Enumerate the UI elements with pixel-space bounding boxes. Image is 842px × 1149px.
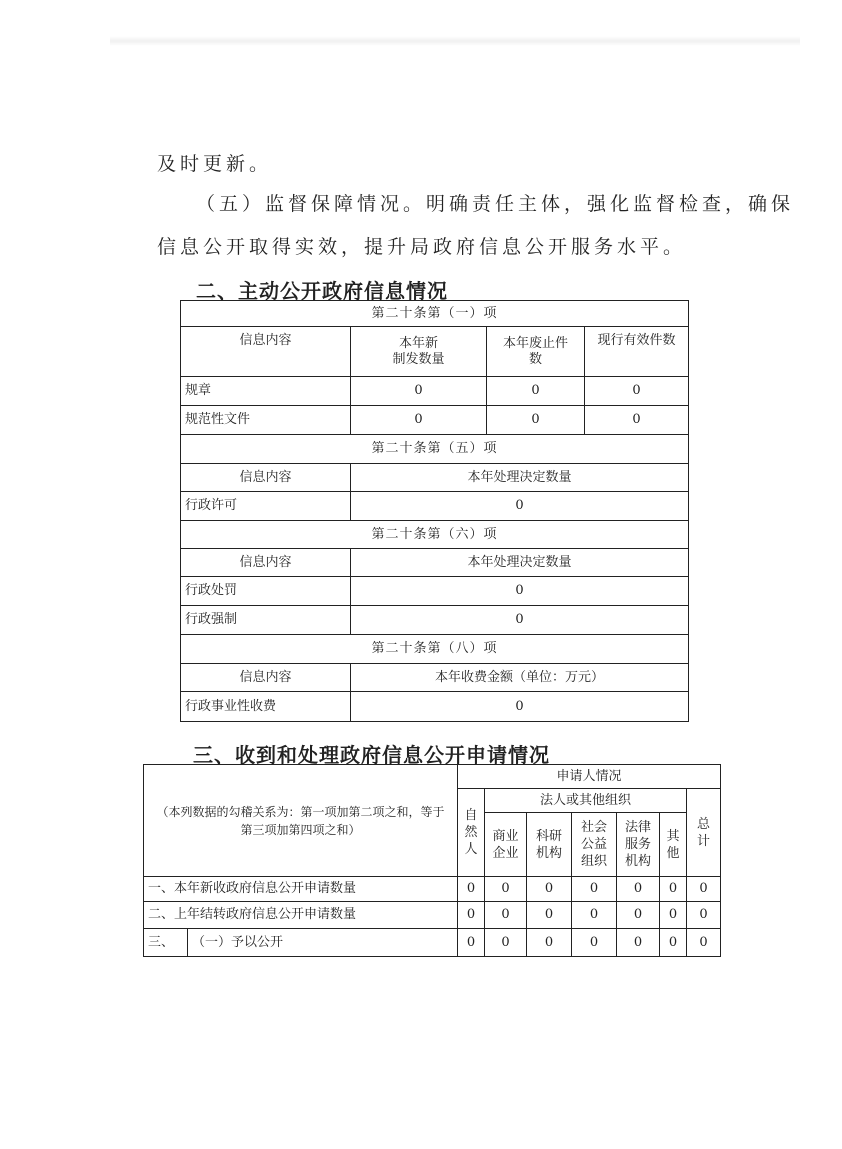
cell-value: 0 [572,877,617,902]
cell-value: 0 [617,877,660,902]
block8-header-label: 信息内容 [181,664,351,692]
block1-header-repealed [487,327,585,377]
col-law-line: 服务 [625,837,652,852]
cell-value: 0 [351,377,487,406]
cell-value: 0 [527,902,572,929]
block1-title: 第二十条第（一）项 [181,301,689,327]
col-social-line: 组织 [581,854,608,869]
col-social-line: 社会 [581,820,608,835]
row-label: 行政事业性收费 [181,692,351,722]
col-law-line: 机构 [625,854,652,869]
block1-header-repealed-line2: 数 [528,351,542,367]
col-social-line: 公益 [581,837,608,852]
col-business [485,813,527,877]
block1-header-new-line2: 制发数量 [392,351,445,367]
cell-value: 0 [458,902,485,929]
table-row [181,492,689,521]
block5-header-value: 本年处理决定数量 [351,464,689,492]
paragraph-line-3: 信息公开取得实效，提升局政府信息公开服务水平。 [157,236,687,258]
cell-value: 0 [687,877,721,902]
col-total-char: 总 [697,816,711,832]
row-label: 规章 [181,377,351,406]
row-label: 一、本年新收政府信息公开申请数量 [144,877,458,902]
block1-header-repealed-line1: 本年废止件 [502,335,568,351]
cell-value: 0 [351,606,689,635]
table-row [181,577,689,606]
cell-value: 0 [458,929,485,957]
cell-value: 0 [660,902,687,929]
block6-title: 第二十条第（六）项 [181,521,689,549]
col-law-line: 法律 [625,820,652,835]
block1-header-new-line1: 本年新 [398,335,438,351]
cell-value: 0 [351,692,689,722]
block5-title: 第二十条第（五）项 [181,435,689,464]
table-row [181,406,689,435]
col-business-line: 企业 [492,845,519,861]
col-total [687,789,721,877]
cell-value: 0 [687,902,721,929]
col-business-line: 商业 [492,828,519,844]
proactive-disclosure-table [180,300,689,722]
cell-value: 0 [527,877,572,902]
block5-header-label: 信息内容 [181,464,351,492]
col-natural-person [458,789,485,877]
col-natural-person-char: 自 [464,808,478,823]
cell-value: 0 [485,929,527,957]
paragraph-line-2: （五）监督保障情况。明确责任主体，强化监督检查，确保 [196,193,795,215]
block1-header-content: 信息内容 [181,327,351,377]
application-table [143,764,721,957]
block8-title: 第二十条第（八）项 [181,635,689,664]
block1-header-new [351,327,487,377]
cell-value: 0 [617,929,660,957]
paragraph-line-1: 及时更新。 [157,153,273,175]
row-label: 行政许可 [181,492,351,521]
cell-value: 0 [687,929,721,957]
block6-header-value: 本年处理决定数量 [351,549,689,577]
col-law [617,813,660,877]
row-label-number: 三、 [144,929,188,957]
section-2-heading: 二、主动公开政府信息情况 [196,279,448,303]
block1-header-valid: 现行有效件数 [585,327,689,377]
cell-value: 0 [660,929,687,957]
col-natural-person-char: 人 [464,842,478,857]
table-row [144,929,721,957]
col-other-char: 其 [666,828,680,844]
cell-value: 0 [485,877,527,902]
row-label: 行政处罚 [181,577,351,606]
table-row [144,902,721,929]
table-row [144,877,721,902]
table-note: （本列数据的勾稽关系为：第一项加第二项之和，等于第三项加第四项之和） [144,765,458,877]
row-label: 二、上年结转政府信息公开申请数量 [144,902,458,929]
scan-artifact [110,36,800,46]
applicant-header: 申请人情况 [458,765,721,789]
block8-header-value: 本年收费金额（单位：万元） [351,664,689,692]
cell-value: 0 [585,406,689,435]
table-row [181,606,689,635]
col-research [527,813,572,877]
cell-value: 0 [572,902,617,929]
col-research-line: 机构 [536,845,563,861]
table-row [181,377,689,406]
table-row [181,692,689,722]
cell-value: 0 [487,377,585,406]
cell-value: 0 [660,877,687,902]
cell-value: 0 [487,406,585,435]
block6-header-label: 信息内容 [181,549,351,577]
col-other [660,813,687,877]
col-other-char: 他 [666,845,680,861]
cell-value: 0 [485,902,527,929]
cell-value: 0 [572,929,617,957]
col-total-char: 计 [697,833,711,849]
col-social [572,813,617,877]
row-label: 行政强制 [181,606,351,635]
legal-org-header: 法人或其他组织 [485,789,687,813]
cell-value: 0 [527,929,572,957]
cell-value: 0 [458,877,485,902]
row-label: （一）予以公开 [188,929,458,957]
cell-value: 0 [351,406,487,435]
section-3-heading: 三、收到和处理政府信息公开申请情况 [193,743,550,767]
cell-value: 0 [617,902,660,929]
cell-value: 0 [351,577,689,606]
cell-value: 0 [351,492,689,521]
col-research-line: 科研 [536,828,563,844]
cell-value: 0 [585,377,689,406]
col-natural-person-char: 然 [464,825,478,840]
row-label: 规范性文件 [181,406,351,435]
